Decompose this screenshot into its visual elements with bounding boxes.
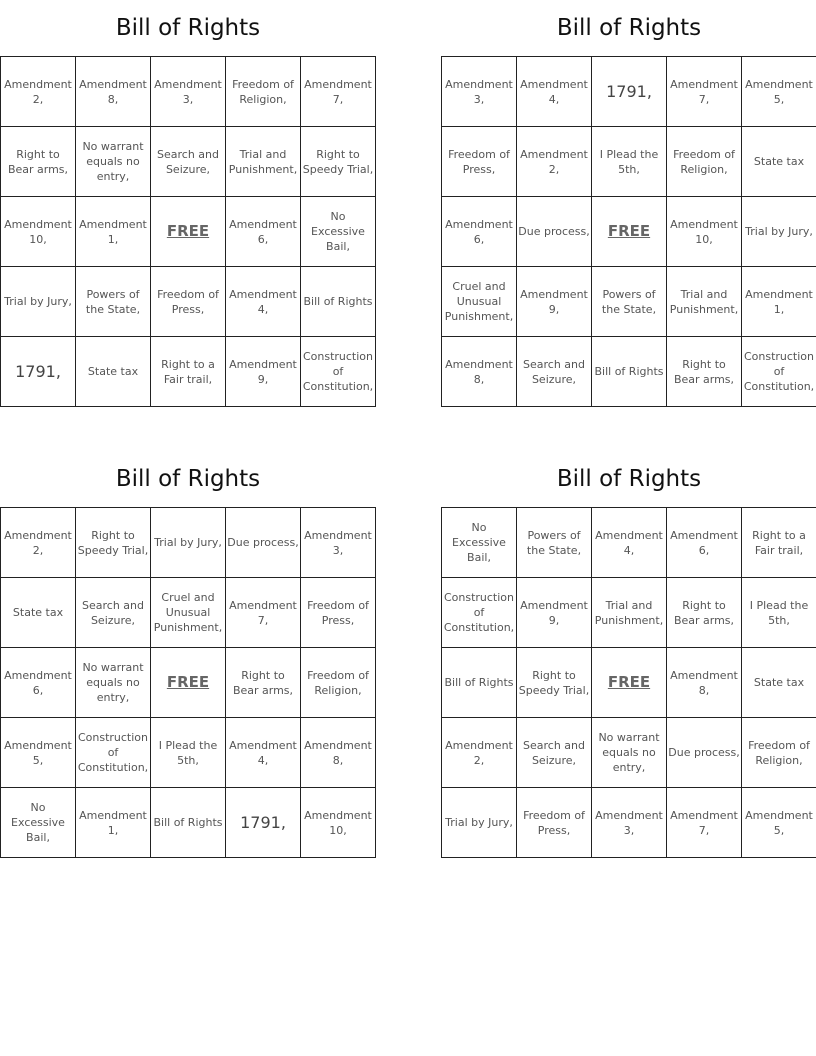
bingo-grid <box>0 507 376 858</box>
bingo-cell: Amendment 8, <box>76 57 151 127</box>
bingo-cell: Amendment 2, <box>517 127 592 197</box>
bingo-cell: Right to Bear arms, <box>1 127 76 197</box>
card-title: Bill of Rights <box>115 15 261 41</box>
bingo-cell: Construction of Constitution, <box>301 337 376 407</box>
bingo-cell: Right to a Fair trail, <box>151 337 226 407</box>
bingo-cell: Trial and Punishment, <box>592 578 667 648</box>
bingo-cell: Amendment 8, <box>301 718 376 788</box>
bingo-cell: Amendment 1, <box>76 197 151 267</box>
bingo-cell: Amendment 9, <box>517 578 592 648</box>
bingo-card <box>441 0 816 407</box>
bingo-cell: Bill of Rights <box>301 267 376 337</box>
bingo-cell: Amendment 7, <box>226 578 301 648</box>
bingo-cell: Freedom of Religion, <box>742 718 816 788</box>
bingo-cell: Amendment 10, <box>301 788 376 858</box>
bingo-cell: Amendment 7, <box>667 57 742 127</box>
bingo-grid <box>0 56 376 407</box>
bingo-cell: Freedom of Press, <box>151 267 226 337</box>
card-title: Bill of Rights <box>115 466 261 492</box>
bingo-cell: Cruel and Unusual Punishment, <box>151 578 226 648</box>
bingo-cell: Amendment 1, <box>742 267 816 337</box>
bingo-cell: Amendment 9, <box>517 267 592 337</box>
bingo-cell: Powers of the State, <box>76 267 151 337</box>
bingo-cell: Amendment 2, <box>1 57 76 127</box>
bingo-cell: Amendment 6, <box>1 648 76 718</box>
bingo-cell: Amendment 2, <box>442 718 517 788</box>
free-space-cell: FREE <box>592 197 667 267</box>
bingo-cell: No warrant equals no entry, <box>76 127 151 197</box>
bingo-cell: Amendment 5, <box>1 718 76 788</box>
bingo-cell: Amendment 4, <box>226 267 301 337</box>
bingo-cell: I Plead the 5th, <box>592 127 667 197</box>
bingo-cell: Amendment 10, <box>667 197 742 267</box>
bingo-cell: Cruel and Unusual Punishment, <box>442 267 517 337</box>
bingo-cell: Amendment 1, <box>76 788 151 858</box>
bingo-cell: Right to Speedy Trial, <box>301 127 376 197</box>
bingo-cell: Construction of Constitution, <box>742 337 816 407</box>
bingo-cell: Amendment 6, <box>442 197 517 267</box>
bingo-cell: Construction of Constitution, <box>442 578 517 648</box>
free-space-cell: FREE <box>151 197 226 267</box>
bingo-cell: Right to Speedy Trial, <box>517 648 592 718</box>
bingo-cell: I Plead the 5th, <box>151 718 226 788</box>
bingo-card <box>441 451 816 858</box>
bingo-cell: Amendment 9, <box>226 337 301 407</box>
free-space-cell: FREE <box>151 648 226 718</box>
bingo-cell: Right to a Fair trail, <box>742 508 816 578</box>
bingo-cell: Amendment 8, <box>667 648 742 718</box>
bingo-cell: Trial by Jury, <box>742 197 816 267</box>
bingo-cell: Powers of the State, <box>517 508 592 578</box>
bingo-cell: Amendment 4, <box>592 508 667 578</box>
bingo-cell: Amendment 7, <box>667 788 742 858</box>
bingo-cell: Amendment 2, <box>1 508 76 578</box>
bingo-cell: Amendment 4, <box>226 718 301 788</box>
bingo-card <box>0 0 376 407</box>
bingo-cell: Freedom of Religion, <box>667 127 742 197</box>
bingo-cell: Search and Seizure, <box>517 337 592 407</box>
bingo-cell: I Plead the 5th, <box>742 578 816 648</box>
bingo-cell: No Excessive Bail, <box>442 508 517 578</box>
bingo-cell: 1791, <box>226 788 301 858</box>
bingo-cell: Amendment 6, <box>226 197 301 267</box>
bingo-cell: Trial by Jury, <box>151 508 226 578</box>
bingo-cell: Search and Seizure, <box>151 127 226 197</box>
bingo-cell: Search and Seizure, <box>76 578 151 648</box>
bingo-cell: Bill of Rights <box>151 788 226 858</box>
bingo-cell: 1791, <box>1 337 76 407</box>
card-title: Bill of Rights <box>556 466 702 492</box>
bingo-cell: Amendment 8, <box>442 337 517 407</box>
bingo-grid <box>441 56 816 407</box>
bingo-cell: Right to Bear arms, <box>667 337 742 407</box>
bingo-cell: Construction of Constitution, <box>76 718 151 788</box>
bingo-cell: Bill of Rights <box>592 337 667 407</box>
bingo-cell: Freedom of Press, <box>517 788 592 858</box>
bingo-cell: Right to Bear arms, <box>667 578 742 648</box>
bingo-cell: State tax <box>76 337 151 407</box>
bingo-cell: Amendment 3, <box>151 57 226 127</box>
bingo-cell: Trial and Punishment, <box>226 127 301 197</box>
bingo-cell: Trial by Jury, <box>1 267 76 337</box>
free-space-cell: FREE <box>592 648 667 718</box>
bingo-cell: Freedom of Religion, <box>301 648 376 718</box>
bingo-cell: Due process, <box>517 197 592 267</box>
bingo-cell: State tax <box>1 578 76 648</box>
bingo-cell: No warrant equals no entry, <box>76 648 151 718</box>
bingo-cell: Powers of the State, <box>592 267 667 337</box>
bingo-card <box>0 451 376 858</box>
bingo-cell: No warrant equals no entry, <box>592 718 667 788</box>
bingo-cell: Amendment 5, <box>742 788 816 858</box>
bingo-grid <box>441 507 816 858</box>
bingo-cell: Amendment 10, <box>1 197 76 267</box>
bingo-cell: Right to Bear arms, <box>226 648 301 718</box>
bingo-cell: Amendment 7, <box>301 57 376 127</box>
bingo-cell: Trial by Jury, <box>442 788 517 858</box>
bingo-cell: State tax <box>742 648 816 718</box>
bingo-cell: Bill of Rights <box>442 648 517 718</box>
bingo-cell: Right to Speedy Trial, <box>76 508 151 578</box>
bingo-cell: No Excessive Bail, <box>1 788 76 858</box>
bingo-cell: Freedom of Press, <box>301 578 376 648</box>
bingo-cell: Amendment 6, <box>667 508 742 578</box>
bingo-cell: Due process, <box>226 508 301 578</box>
bingo-cell: Amendment 3, <box>592 788 667 858</box>
bingo-cell: State tax <box>742 127 816 197</box>
bingo-cell: Amendment 5, <box>742 57 816 127</box>
bingo-cell: Amendment 4, <box>517 57 592 127</box>
bingo-cell: 1791, <box>592 57 667 127</box>
bingo-cell: Amendment 3, <box>301 508 376 578</box>
bingo-cell: Freedom of Religion, <box>226 57 301 127</box>
bingo-cell: Trial and Punishment, <box>667 267 742 337</box>
card-title: Bill of Rights <box>556 15 702 41</box>
bingo-cell: Due process, <box>667 718 742 788</box>
bingo-cell: Freedom of Press, <box>442 127 517 197</box>
bingo-cell: Amendment 3, <box>442 57 517 127</box>
bingo-cell: No Excessive Bail, <box>301 197 376 267</box>
bingo-cell: Search and Seizure, <box>517 718 592 788</box>
